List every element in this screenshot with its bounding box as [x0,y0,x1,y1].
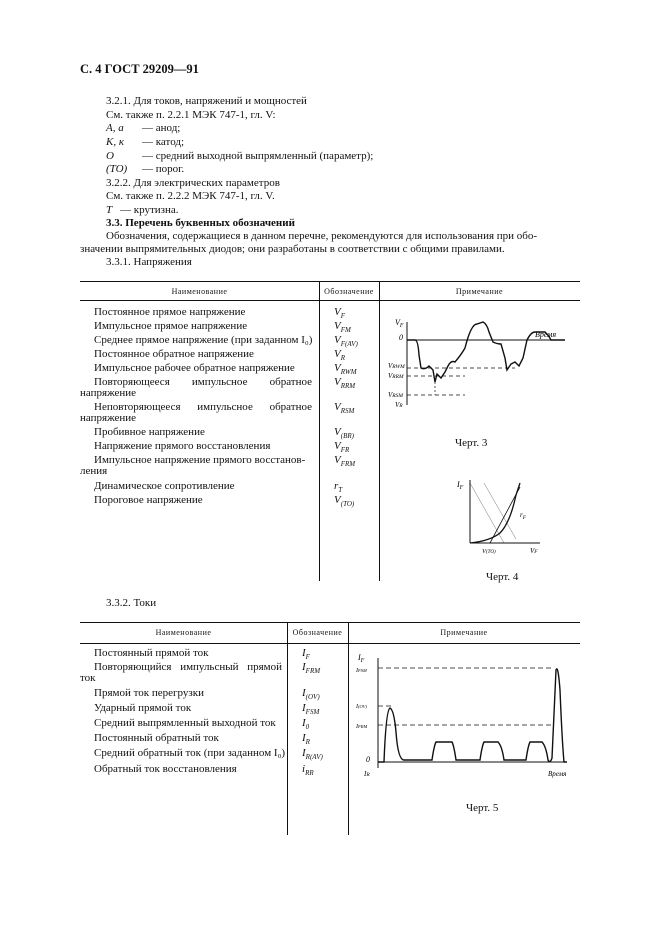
table-row-symbol: $V_F$ [334,306,346,321]
table-row-name: Повторяющееся импульсное обратное [94,376,312,388]
table-row-symbol: $I_{(OV)}$ [302,687,320,702]
subsection-currents: 3.3.2. Токи [106,597,157,609]
table-row-symbol: $V_{RSM}$ [334,401,355,416]
table-row-name: Повторяющийся импульсный прямой [94,661,282,673]
fig3-label-vrsm: VRSM [388,391,403,399]
def-cathode-text: — катод; [142,136,185,148]
fig3-label-vf: $V_F$ [395,318,404,329]
def-cathode-sym: K, к [106,136,124,148]
section-3-3-title: 3.3. Перечень буквенных обозначений [106,217,295,229]
figure-5-caption: Черт. 5 [466,802,499,814]
fig3-label-vr: VR [395,401,403,409]
col-sym-header: Обозначение [324,287,374,296]
fig5-label-ir: IR [364,770,370,778]
col-name-header: Наименование [171,287,228,296]
table-row-symbol: $I_{R(AV)}$ [302,747,323,762]
table-row-name: Напряжение прямого восстановления [94,440,271,452]
fig4-label-vto: V(TO) [482,548,496,555]
def-to-text: — порог. [142,163,185,175]
table-row-name: Среднее прямое напряжение (при заданном I₀) [94,334,313,346]
col-note-header: Примечание [440,628,488,637]
figure-5-current-waveform [352,650,577,785]
table-row-name: Пробивное напряжение [94,426,205,438]
table-row-symbol: $I_{FSM}$ [302,702,320,717]
fig5-label-ifsm: IFSM [356,668,367,674]
fig5-label-zero: 0 [366,755,370,764]
table-row-name: Постоянное прямое напряжение [94,306,246,318]
table-row-name: Импульсное напряжение прямого восстанов- [94,454,306,466]
table-row-symbol: $V_{FR}$ [334,440,350,455]
fig3-label-time: Время [535,330,557,339]
table-row-symbol: $V_{F(AV)}$ [334,334,358,349]
fig5-label-if: $I_F$ [358,653,365,664]
table-row-symbol: $r_T$ [334,480,343,495]
figure-3-voltage-waveform [385,310,580,420]
table-row-name-cont: ток [80,672,96,684]
fig3-label-vrwm: VRWM [388,362,405,370]
table-row-name: Постоянный обратный ток [94,732,219,744]
para-3-2-1: 3.2.1. Для токов, напряжений и мощностей [106,95,307,107]
fig3-label-zero: 0 [399,333,403,342]
table-row-symbol: $V_{RRM}$ [334,376,356,391]
fig4-label-vf: VF [530,547,538,555]
fig5-label-iov: I(OV) [356,704,367,710]
fig3-label-vrrm: VRRM [388,372,404,380]
table-row-symbol: $I_R$ [302,732,310,747]
table-row-name: Пороговое напряжение [94,494,203,506]
table-row-name-cont: ления [80,465,108,477]
table-row-symbol: $V_R$ [334,348,346,363]
table-row-symbol: $V_{(TO)}$ [334,494,355,509]
table-row-name: Прямой ток перегрузки [94,687,204,699]
fig5-label-ifrm: IFRM [356,724,368,730]
table-row-name: Импульсное прямое напряжение [94,320,248,332]
figure-4-iv-curve [450,475,550,560]
table-row-symbol: $V_{RWM}$ [334,362,357,377]
para-intro-2: значении выпрямительных диодов; они разработаны в соответствии с общими правилами. [80,243,505,255]
col-name-header: Наименование [155,628,212,637]
page-header: С. 4 ГОСТ 29209—91 [80,62,199,76]
def-anode-text: — анод; [142,122,181,134]
table-row-symbol: $V_{FRM}$ [334,454,356,469]
table-row-name: Средний обратный ток (при заданном I₀) [94,747,286,759]
para-see-also-1: См. также п. 2.2.1 МЭК 747-1, гл. V: [106,109,276,121]
table-row-symbol: $V_{FM}$ [334,320,351,335]
table-row-name: Обратный ток восстановления [94,763,237,775]
figure-3-caption: Черт. 3 [455,437,488,449]
table-row-name-cont: напряжение [80,412,137,424]
table-row-symbol: $V_{(BR)}$ [334,426,354,441]
table-row-name: Динамическое сопротивление [94,480,235,492]
table-row-name: Постоянное обратное напряжение [94,348,254,360]
table-row-symbol: $I_F$ [302,647,310,662]
fig5-label-time: Время [548,770,567,778]
para-intro-1: Обозначения, содержащиеся в данном перечне, рекомендуются для использования при обо- [106,230,538,242]
def-to-sym: (TO) [106,163,128,175]
table-row-name: Ударный прямой ток [94,702,192,714]
col-sym-header: Обозначение [292,628,343,637]
para-3-2-2: 3.2.2. Для электрических параметров [106,177,280,189]
fig4-label-if: $I_F$ [457,480,464,491]
para-see-also-2: См. также п. 2.2.2 МЭК 747-1, гл. V. [106,190,275,202]
col-note-header: Примечание [455,287,504,296]
table-row-symbol: $I_{FRM}$ [302,661,321,676]
fig4-label-rf: $r_F$ [520,511,527,521]
figure-4-caption: Черт. 4 [486,571,519,583]
def-o-sym: O [106,150,114,162]
def-o-text: — средний выходной выпрямленный (параметр); [142,150,374,162]
def-t-sym: T [106,204,113,216]
table-row-name: Средний выпрямленный выходной ток [94,717,276,729]
subsection-voltages: 3.3.1. Напряжения [106,256,192,268]
def-anode-sym: A, a [106,122,124,134]
table-row-name: Постоянный прямой ток [94,647,209,659]
table-row-symbol: $I_0$ [302,717,310,732]
table-row-symbol: $i_{RR}$ [302,763,314,778]
table-row-name: Неповторяющееся импульсное обратное [94,401,312,413]
table-row-name-cont: напряжение [80,387,137,399]
table-row-name: Импульсное рабочее обратное напряжение [94,362,295,374]
def-t-text: — крутизна. [120,204,179,216]
